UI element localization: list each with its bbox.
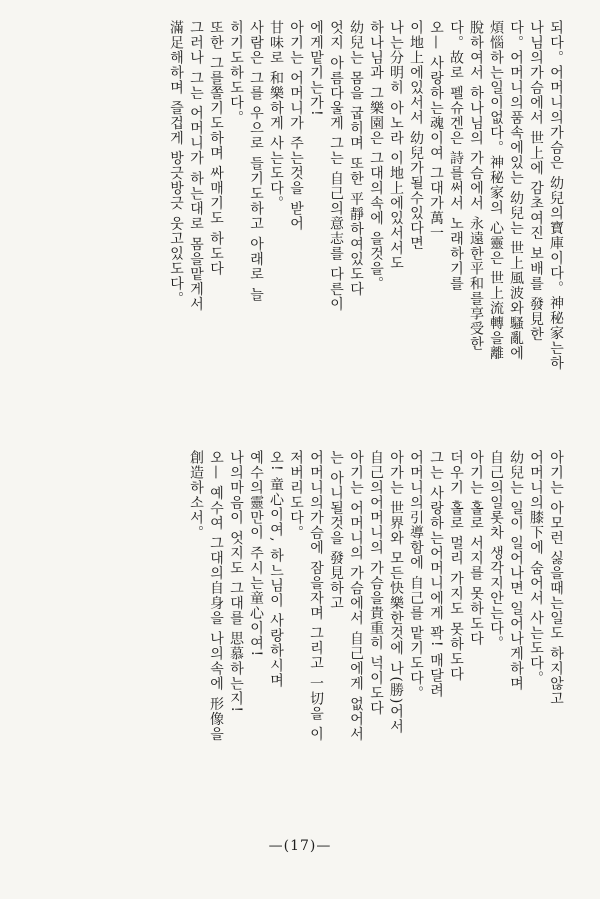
text-column: 되다。어머니의가슴은 幼兒의寶庫이다。神秘家는하 <box>548 20 564 371</box>
poem-line: 自己의어머니의 가슴을貴重히 넉이도다 <box>368 450 384 716</box>
poem-line: 에게맡기는가! <box>308 20 324 117</box>
poem-line: 그러나 그는 어머니가 하는대로 몸을맡게서 <box>188 20 204 312</box>
poem-line: 甘味로 和樂하게 사는도다。 <box>268 20 284 211</box>
poem-line: 아기는 어머니가 주는것을 받어 <box>288 20 304 232</box>
poem-line: 히기도하도다。 <box>228 20 244 125</box>
poem-line: 는 아니될것을 發見하고 <box>328 450 344 611</box>
poem-line: 사람은 그를 우으로 들기도하고 아래로 늘 <box>248 20 264 303</box>
poem-line: 오— 예수여 그대의自身을 나의속에 形像을 <box>208 450 224 742</box>
poem-line: 예수의靈만이 주시는童心이여! <box>248 450 264 658</box>
poem-line: 또한 그를쫄기도하며 싸매기도 하도다 <box>208 20 224 277</box>
poem-line: 나의마음이 엇지도 그대를 思慕하는지! <box>228 450 244 713</box>
lower-text-block <box>36 450 566 810</box>
poem-line: 그는 사랑하는어머니에게 꽉! 매달려 <box>428 450 444 698</box>
poem-line: 幼兒는 몸을 굽히며 또한 平靜하여있도다 <box>348 20 364 297</box>
poem-line: 아기는 홀로 서지를 못하도다 <box>468 450 484 647</box>
poem-line: 오! 童心이여, 하느님이 사랑하시며 <box>268 450 284 689</box>
poem-line: 自己의일롯차 생각지안는다。 <box>488 450 504 651</box>
poem-line: 아기는 아모런 싫을때는일도 하지않고 <box>548 450 564 707</box>
text-column: 脫하여서 하나님의 가슴에서 永遠한平和를享受한 <box>468 20 484 352</box>
text-column: 다。故로 펠슈겐은 詩를써서 노래하기를 <box>448 20 464 292</box>
upper-text-block <box>36 20 566 380</box>
poem-line: 아기는 어머니의 가슴에서 自己에게 없어서 <box>348 450 364 742</box>
poem-line: 나는分明히 아노라 이地上에있서서도 <box>388 20 404 271</box>
page-number: —(17)— <box>268 838 332 854</box>
poem-line: 어머니의膝下에 숨어서 사는도다。 <box>528 450 544 686</box>
poem-line: 아가는 世界와 모든快樂한것에 나(勝)어서 <box>388 450 404 735</box>
poem-line: 이地上에있서서 幼兒가될수있다면 <box>408 20 424 251</box>
poem-line: 滿足해하며 즐겁게 방긋방긋 웃고있도다。 <box>168 20 184 307</box>
text-column: 나님의가슴에서 世上에 감초여진 보배를 發見한 <box>528 20 544 342</box>
poem-line: 하나님과 그樂園은 그대의속에 을것을。 <box>368 20 384 292</box>
poem-line: 어머니의引導함에 自己를 맡기도다。 <box>408 450 424 701</box>
text-column: 다。어머니의품속에있는 幼兒는 世上風波와騷亂에 <box>508 20 524 361</box>
poem-line: 오— 사랑하는魂이여 그대가萬一 <box>428 20 444 241</box>
poem-line: 創造하소서。 <box>188 450 204 540</box>
poem-line: 幼兒는 일이 일어나면 일어나게하며 <box>508 450 524 692</box>
poem-line: 어머니의가슴에 잠을자며 그리고 一切을 이 <box>308 450 324 742</box>
poem-line: 엇지 아름다울게 그는 自己의意志를 다른이 <box>328 20 344 312</box>
poem-line: 더우기 홀로 멀리 가지도 못하도다 <box>448 450 464 682</box>
text-column: 煩惱하는일이없다。神秘家의 心靈은 世上流轉을離 <box>488 20 504 361</box>
poem-line: 저버리도다。 <box>288 450 304 540</box>
